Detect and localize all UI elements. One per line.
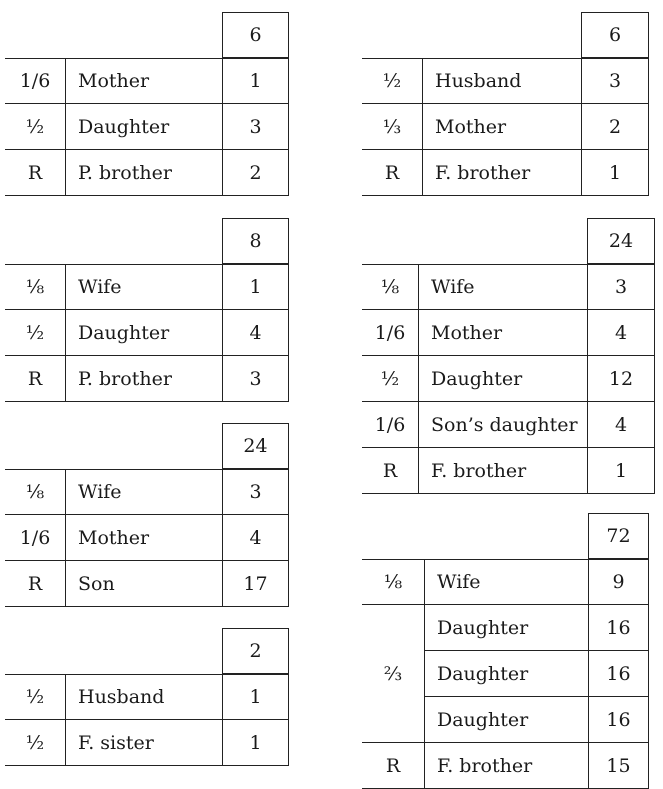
parts-cell: 1 xyxy=(587,448,655,494)
inheritance-table-2 xyxy=(5,218,289,402)
inheritance-table-3 xyxy=(5,423,289,607)
parts-cell: 17 xyxy=(222,561,289,607)
heir-cell: P. brother xyxy=(65,150,222,196)
table-row xyxy=(362,402,655,448)
parts-cell: 1 xyxy=(222,264,289,310)
parts-cell: 16 xyxy=(588,651,649,697)
merged-share-cell: ⅔ xyxy=(362,605,424,743)
parts-cell: 3 xyxy=(222,469,289,515)
heir-cell: P. brother xyxy=(65,356,222,402)
parts-cell: 2 xyxy=(222,150,289,196)
total-cell: 72 xyxy=(588,513,649,559)
heir-cell: Daughter xyxy=(424,697,588,743)
parts-cell: 16 xyxy=(588,697,649,743)
parts-cell: 4 xyxy=(222,310,289,356)
heir-cell: Mother xyxy=(422,104,581,150)
total-cell: 24 xyxy=(222,423,289,469)
parts-cell: 1 xyxy=(222,720,289,766)
table-row xyxy=(5,310,289,356)
heir-cell: Son’s daughter xyxy=(418,402,587,448)
parts-cell: 16 xyxy=(588,605,649,651)
inheritance-table-4 xyxy=(5,628,289,766)
table-row xyxy=(362,697,649,743)
share-cell: R xyxy=(362,448,418,494)
inheritance-table-5 xyxy=(362,12,652,196)
parts-cell: 3 xyxy=(222,356,289,402)
heir-cell: Wife xyxy=(418,264,587,310)
share-cell: R xyxy=(5,561,65,607)
table-row xyxy=(362,104,652,150)
share-cell: ½ xyxy=(5,104,65,150)
parts-cell: 4 xyxy=(222,515,289,561)
table-row xyxy=(5,104,289,150)
heir-cell: Son xyxy=(65,561,222,607)
share-cell: R xyxy=(5,150,65,196)
table-row xyxy=(5,58,289,104)
share-cell: 1/6 xyxy=(362,310,418,356)
parts-cell: 1 xyxy=(222,58,289,104)
table-row xyxy=(362,310,655,356)
table-header xyxy=(5,423,289,469)
parts-cell: 3 xyxy=(587,264,655,310)
parts-cell: 4 xyxy=(587,402,655,448)
table-row xyxy=(5,720,289,766)
inheritance-table-1 xyxy=(5,12,289,196)
table-row xyxy=(362,651,649,697)
share-cell: ½ xyxy=(5,720,65,766)
inheritance-table-7 xyxy=(362,513,649,789)
table-row xyxy=(362,448,655,494)
table-row xyxy=(5,674,289,720)
share-cell: 1/6 xyxy=(5,515,65,561)
share-cell: 1/6 xyxy=(362,402,418,448)
share-cell: ½ xyxy=(362,356,418,402)
table-row xyxy=(5,515,289,561)
heir-cell: Wife xyxy=(65,264,222,310)
parts-cell: 12 xyxy=(587,356,655,402)
share-cell: R xyxy=(362,743,424,789)
heir-cell: Mother xyxy=(65,515,222,561)
table-header xyxy=(362,513,649,559)
table-row xyxy=(5,150,289,196)
table-row xyxy=(362,605,649,651)
table-row xyxy=(362,150,652,196)
heir-cell: Daughter xyxy=(424,605,588,651)
heir-cell: Daughter xyxy=(65,104,222,150)
share-cell: ½ xyxy=(5,310,65,356)
heir-cell: Wife xyxy=(424,559,588,605)
heir-cell: Mother xyxy=(65,58,222,104)
total-cell: 6 xyxy=(581,12,649,58)
share-cell: R xyxy=(5,356,65,402)
share-cell: ⅓ xyxy=(362,104,422,150)
total-cell: 8 xyxy=(222,218,289,264)
share-cell: ⅛ xyxy=(5,264,65,310)
inheritance-table-6 xyxy=(362,218,655,494)
parts-cell: 15 xyxy=(588,743,649,789)
total-cell: 6 xyxy=(222,12,289,58)
table-row xyxy=(362,264,655,310)
parts-cell: 4 xyxy=(587,310,655,356)
table-row xyxy=(5,561,289,607)
heir-cell: F. brother xyxy=(424,743,588,789)
share-cell: 1/6 xyxy=(5,58,65,104)
table-row xyxy=(362,743,649,789)
heir-cell: Mother xyxy=(418,310,587,356)
heir-cell: F. brother xyxy=(418,448,587,494)
share-cell: R xyxy=(362,150,422,196)
heir-cell: Daughter xyxy=(424,651,588,697)
heir-cell: Husband xyxy=(65,674,222,720)
table-header xyxy=(5,218,289,264)
parts-cell: 9 xyxy=(588,559,649,605)
table-row xyxy=(5,469,289,515)
share-cell: ½ xyxy=(5,674,65,720)
parts-cell: 1 xyxy=(581,150,649,196)
table-row xyxy=(5,264,289,310)
total-cell: 2 xyxy=(222,628,289,674)
heir-cell: Daughter xyxy=(418,356,587,402)
table-row xyxy=(362,356,655,402)
parts-cell: 2 xyxy=(581,104,649,150)
table-header xyxy=(362,12,652,58)
parts-cell: 1 xyxy=(222,674,289,720)
total-cell: 24 xyxy=(587,218,655,264)
share-cell: ⅛ xyxy=(362,264,418,310)
table-header xyxy=(362,218,655,264)
share-cell: ⅛ xyxy=(5,469,65,515)
heir-cell: Husband xyxy=(422,58,581,104)
heir-cell: F. brother xyxy=(422,150,581,196)
share-cell: ½ xyxy=(362,58,422,104)
parts-cell: 3 xyxy=(581,58,649,104)
parts-cell: 3 xyxy=(222,104,289,150)
share-cell: ⅛ xyxy=(362,559,424,605)
table-row xyxy=(5,356,289,402)
table-header xyxy=(5,628,289,674)
heir-cell: Wife xyxy=(65,469,222,515)
heir-cell: Daughter xyxy=(65,310,222,356)
heir-cell: F. sister xyxy=(65,720,222,766)
table-row xyxy=(362,58,652,104)
table-header xyxy=(5,12,289,58)
table-row xyxy=(362,559,649,605)
